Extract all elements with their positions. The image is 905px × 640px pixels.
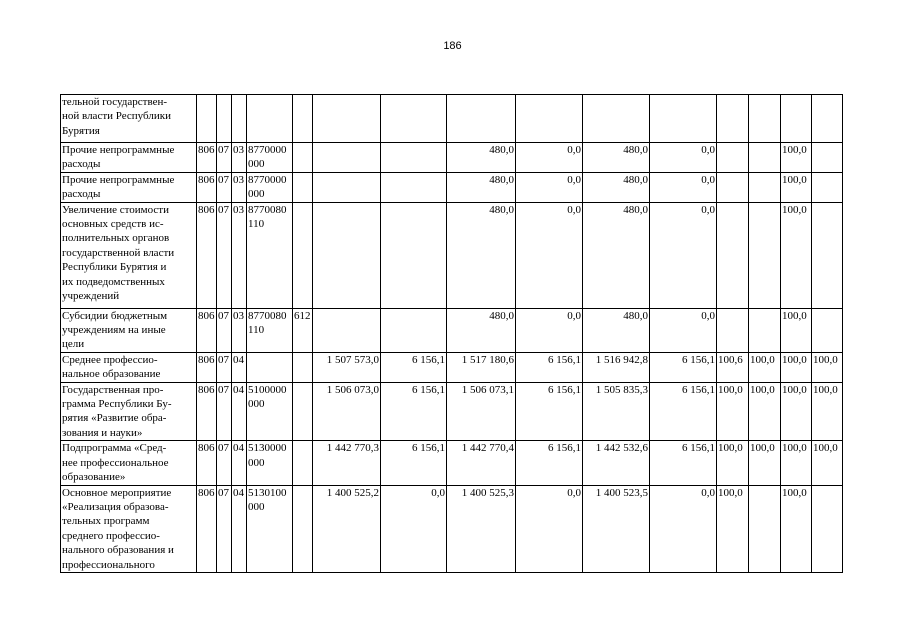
value-cell: 0,0: [650, 172, 717, 202]
value-cell: 480,0: [447, 143, 516, 173]
code-expense-type-cell: 612: [293, 308, 313, 352]
code-subsection-cell: 03: [232, 202, 247, 308]
value-cell: [313, 172, 381, 202]
value-cell: 480,0: [583, 172, 650, 202]
percent-cell: 100,0: [781, 485, 812, 572]
code-subsection-cell: 03: [232, 143, 247, 173]
percent-cell: [749, 308, 781, 352]
table-body: [61, 95, 843, 573]
code-expense-type-cell: [293, 172, 313, 202]
value-cell: 480,0: [447, 308, 516, 352]
value-cell: 0,0: [516, 202, 583, 308]
code-expense-type-cell: [293, 143, 313, 173]
item-name-cell: Подпрограмма «Сред- нее профессиональное образование»: [61, 441, 197, 485]
code-ministry-cell: 806: [197, 485, 217, 572]
percent-cell: 100,0: [812, 352, 843, 382]
code-target-article-cell: 8770080 110: [247, 308, 293, 352]
percent-cell: 100,0: [749, 441, 781, 485]
code-target-article-cell: 8770080 110: [247, 202, 293, 308]
percent-cell: [717, 202, 749, 308]
percent-cell: [812, 172, 843, 202]
value-cell: 1 442 770,4: [447, 441, 516, 485]
value-cell: 6 156,1: [381, 382, 447, 441]
percent-cell: 100,0: [812, 441, 843, 485]
value-cell: 1 506 073,0: [313, 382, 381, 441]
item-name-cell: Прочие непрограммные расходы: [61, 172, 197, 202]
value-cell: 6 156,1: [516, 441, 583, 485]
value-cell: 1 507 573,0: [313, 352, 381, 382]
code-target-article-cell: 5130000 000: [247, 441, 293, 485]
code-ministry-cell: 806: [197, 143, 217, 173]
code-section-cell: 07: [217, 308, 232, 352]
code-ministry-cell: 806: [197, 202, 217, 308]
value-cell: 1 442 770,3: [313, 441, 381, 485]
code-expense-type-cell: [293, 95, 313, 143]
percent-cell: 100,0: [781, 352, 812, 382]
value-cell: 6 156,1: [650, 352, 717, 382]
code-expense-type-cell: [293, 441, 313, 485]
item-name-cell: Прочие непрограммные расходы: [61, 143, 197, 173]
code-section-cell: 07: [217, 382, 232, 441]
value-cell: [313, 308, 381, 352]
item-name-cell: Основное мероприятие «Реализация образова- тельных программ среднего профессио- нального образования и профессионального: [61, 485, 197, 572]
value-cell: 1 442 532,6: [583, 441, 650, 485]
value-cell: 480,0: [447, 172, 516, 202]
value-cell: [650, 95, 717, 143]
code-ministry-cell: 806: [197, 352, 217, 382]
code-ministry-cell: 806: [197, 308, 217, 352]
code-subsection-cell: 04: [232, 441, 247, 485]
percent-cell: [812, 202, 843, 308]
percent-cell: 100,0: [781, 441, 812, 485]
item-name-cell: Государственная про- грамма Республики Бу- рятия «Развитие обра- зования и науки»: [61, 382, 197, 441]
table-row: [61, 382, 843, 441]
percent-cell: [812, 485, 843, 572]
code-ministry-cell: [197, 95, 217, 143]
table-row: [61, 441, 843, 485]
value-cell: [447, 95, 516, 143]
percent-cell: 100,6: [717, 352, 749, 382]
value-cell: [381, 202, 447, 308]
code-target-article-cell: 5130100 000: [247, 485, 293, 572]
value-cell: [313, 95, 381, 143]
value-cell: 480,0: [583, 202, 650, 308]
value-cell: [583, 95, 650, 143]
code-section-cell: 07: [217, 143, 232, 173]
value-cell: 6 156,1: [516, 352, 583, 382]
code-target-article-cell: [247, 352, 293, 382]
value-cell: 0,0: [516, 172, 583, 202]
table-row: [61, 172, 843, 202]
value-cell: 6 156,1: [650, 441, 717, 485]
code-section-cell: [217, 95, 232, 143]
value-cell: [516, 95, 583, 143]
table-row: [61, 202, 843, 308]
code-subsection-cell: 03: [232, 308, 247, 352]
table-row: [61, 485, 843, 572]
code-expense-type-cell: [293, 352, 313, 382]
code-target-article-cell: 5100000 000: [247, 382, 293, 441]
code-section-cell: 07: [217, 441, 232, 485]
code-section-cell: 07: [217, 485, 232, 572]
item-name-cell: Субсидии бюджетным учреждениям на иные цели: [61, 308, 197, 352]
percent-cell: [749, 143, 781, 173]
code-target-article-cell: 8770000 000: [247, 172, 293, 202]
value-cell: 0,0: [516, 143, 583, 173]
value-cell: 0,0: [650, 485, 717, 572]
percent-cell: 100,0: [781, 172, 812, 202]
percent-cell: [749, 172, 781, 202]
percent-cell: [749, 202, 781, 308]
code-expense-type-cell: [293, 202, 313, 308]
percent-cell: [717, 143, 749, 173]
percent-cell: [781, 95, 812, 143]
value-cell: 480,0: [447, 202, 516, 308]
page-number: 186: [443, 40, 462, 52]
percent-cell: [812, 143, 843, 173]
code-subsection-cell: 04: [232, 382, 247, 441]
percent-cell: 100,0: [781, 308, 812, 352]
percent-cell: 100,0: [781, 382, 812, 441]
value-cell: 6 156,1: [516, 382, 583, 441]
value-cell: [313, 202, 381, 308]
value-cell: 1 505 835,3: [583, 382, 650, 441]
value-cell: 1 517 180,6: [447, 352, 516, 382]
value-cell: 6 156,1: [381, 352, 447, 382]
value-cell: 480,0: [583, 308, 650, 352]
value-cell: 0,0: [381, 485, 447, 572]
percent-cell: 100,0: [717, 485, 749, 572]
code-expense-type-cell: [293, 382, 313, 441]
percent-cell: [717, 308, 749, 352]
code-subsection-cell: 04: [232, 485, 247, 572]
percent-cell: 100,0: [717, 441, 749, 485]
table-row: [61, 352, 843, 382]
value-cell: 0,0: [650, 202, 717, 308]
percent-cell: 100,0: [749, 352, 781, 382]
code-subsection-cell: 04: [232, 352, 247, 382]
value-cell: [381, 308, 447, 352]
code-section-cell: 07: [217, 352, 232, 382]
code-ministry-cell: 806: [197, 382, 217, 441]
code-target-article-cell: 8770000 000: [247, 143, 293, 173]
value-cell: 6 156,1: [650, 382, 717, 441]
value-cell: 0,0: [516, 308, 583, 352]
code-section-cell: 07: [217, 202, 232, 308]
table-row: [61, 95, 843, 143]
percent-cell: 100,0: [781, 143, 812, 173]
item-name-cell: тельной государствен- ной власти Республики Бурятия: [61, 95, 197, 143]
value-cell: [381, 172, 447, 202]
value-cell: 1 400 525,2: [313, 485, 381, 572]
value-cell: 6 156,1: [381, 441, 447, 485]
item-name-cell: Увеличение стоимости основных средств ис- полнительных органов государственной власти Республики Бурятия и их подведомственных учреждений: [61, 202, 197, 308]
value-cell: [381, 95, 447, 143]
table-row: [61, 308, 843, 352]
percent-cell: [717, 95, 749, 143]
code-ministry-cell: 806: [197, 441, 217, 485]
code-expense-type-cell: [293, 485, 313, 572]
percent-cell: 100,0: [717, 382, 749, 441]
value-cell: [313, 143, 381, 173]
value-cell: 480,0: [583, 143, 650, 173]
code-subsection-cell: 03: [232, 172, 247, 202]
value-cell: 1 400 523,5: [583, 485, 650, 572]
percent-cell: [749, 95, 781, 143]
code-subsection-cell: [232, 95, 247, 143]
code-ministry-cell: 806: [197, 172, 217, 202]
value-cell: 1 506 073,1: [447, 382, 516, 441]
item-name-cell: Среднее профессио- нальное образование: [61, 352, 197, 382]
value-cell: 0,0: [516, 485, 583, 572]
code-target-article-cell: [247, 95, 293, 143]
code-section-cell: 07: [217, 172, 232, 202]
percent-cell: [812, 95, 843, 143]
value-cell: 1 400 525,3: [447, 485, 516, 572]
percent-cell: 100,0: [812, 382, 843, 441]
percent-cell: 100,0: [749, 382, 781, 441]
percent-cell: [812, 308, 843, 352]
value-cell: [381, 143, 447, 173]
budget-table: [60, 94, 843, 573]
percent-cell: [749, 485, 781, 572]
value-cell: 1 516 942,8: [583, 352, 650, 382]
value-cell: 0,0: [650, 143, 717, 173]
percent-cell: [717, 172, 749, 202]
percent-cell: 100,0: [781, 202, 812, 308]
table-row: [61, 143, 843, 173]
value-cell: 0,0: [650, 308, 717, 352]
